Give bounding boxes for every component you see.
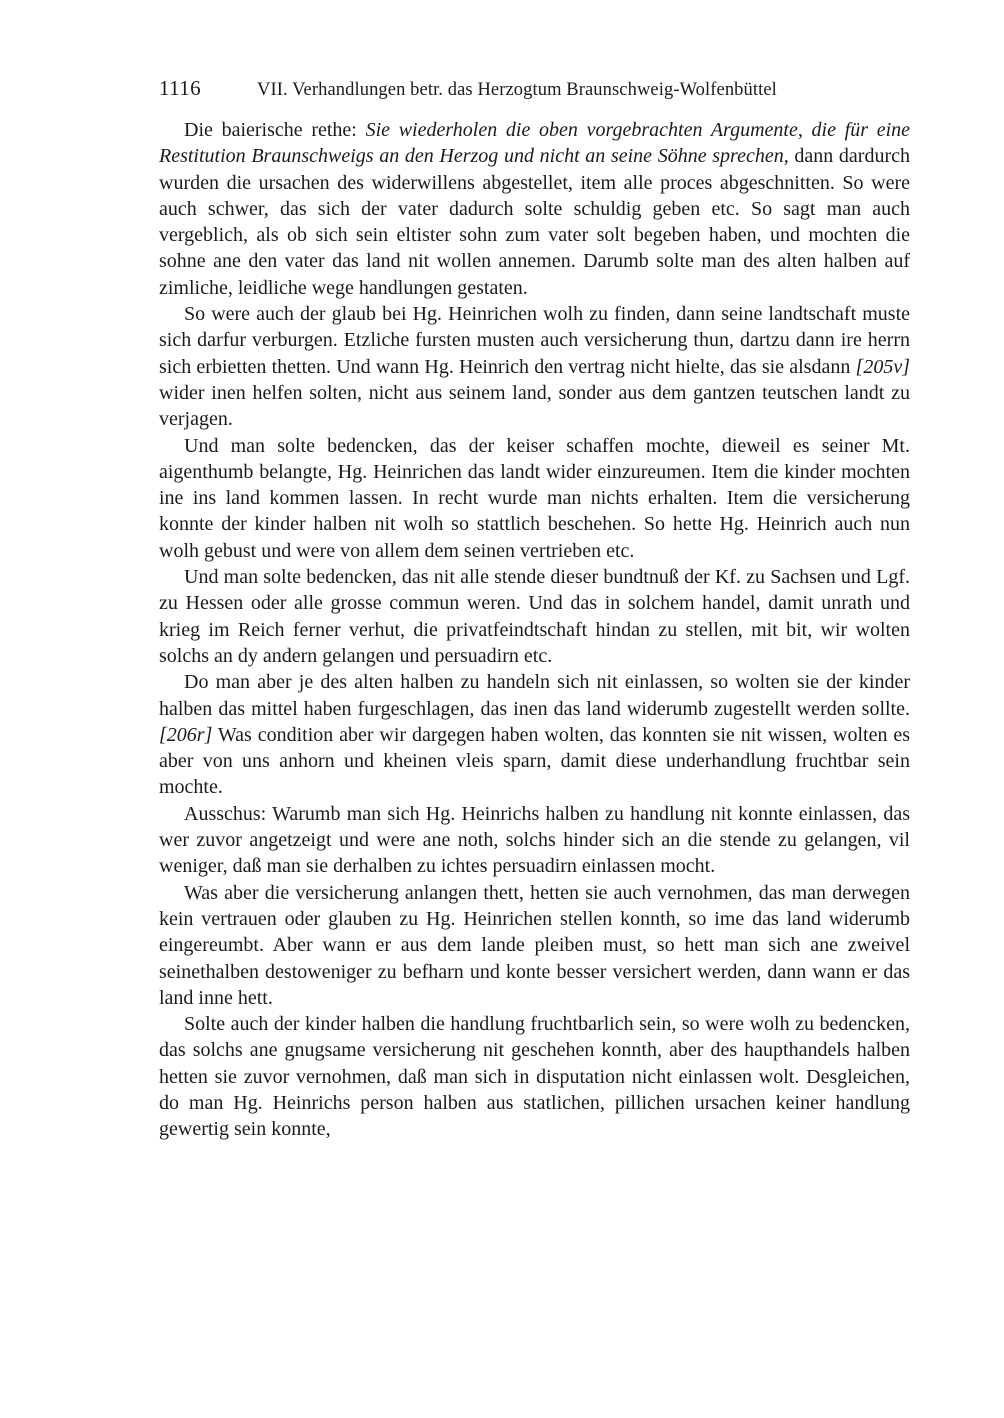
text-run: Was aber die versicherung anlangen thett, hetten sie auch vernohmen, das man derwegen kein vertrauen oder glauben zu Hg. Heinrichen stellen konnth, so ime das land widerumb eingereumbt. Aber wann er aus dem lande pleiben must, so hett man sich ane zweivel seinethalben destoweniger zu befharn und konte besser versichert werden, dann wann er das land inne hett. [159,881,910,1009]
text-run: Die baierische rethe: [184,119,366,141]
page-number: 1116 [159,76,202,100]
running-header-title: VII. Verhandlungen betr. das Herzogtum Braunschweig-Wolfenbüttel [257,80,777,100]
paragraph [159,433,910,564]
text-run: Do man aber je des alten halben zu handeln sich nit einlassen, so wolten sie der kinder halben das mittel haben furgeschlagen, das inen das land widerumb zugestellt werden sollte. [159,671,910,720]
paragraph [159,564,910,669]
text-run-italic: Sie wiederholen die oben vorgebrachten Argumente, die für eine Restitution Braunschweigs an den Herzog und nicht an seine Söhne sprechen, [159,119,911,168]
paragraph [159,801,910,880]
text-run: wider inen helfen solten, nicht aus seinem land, sonder aus dem gantzen teutschen landt zu verjagen. [159,381,910,431]
body-text [159,117,910,1143]
paragraph [159,1011,910,1142]
folio-reference: [206r] [159,723,213,746]
text-run: Ausschus: Warumb man sich Hg. Heinrichs halben zu handlung nit konnte einlassen, das wer zuvor angetzeigt und were ane noth, solchs hinder sich an die stende zu gelangen, vil weniger, daß man sie derhalben zu ichtes persuadirn einlassen mocht. [159,802,910,878]
folio-reference: [205v] [855,355,910,378]
text-run: So were auch der glaub bei Hg. Heinrichen wolh zu finden, dann seine landtschaft muste sich darfur verburgen. Etzliche fursten musten auch versicherung thun, dartzu dann ire herrn sich erbietten thetten. Und wann Hg. Heinrich den vertrag nicht hielte, das sie alsdann [159,303,910,378]
text-run: Solte auch der kinder halben die handlung fruchtbarlich sein, so were wolh zu bedencken, das solchs ane gnugsame versicherung nit geschehen konnth, aber des haupthandels halben hetten sie zuvor vernohmen, daß man sich in disputation nicht einlassen wolt. Desgleichen, do man Hg. Heinrichs person halben aus statlichen, pillichen ursachen keiner handlung gewertig sein konnte, [159,1013,910,1141]
page-content [159,76,910,1143]
text-run: Und man solte bedencken, das nit alle stende dieser bundtnuß der Kf. zu Sachsen und Lgf. zu Hessen oder alle grosse commun weren. Und das in solchem handel, damit unrath und krieg im Reich ferner verhut, die privatfeindtschaft hindan zu stellen, mit bit, wir wolten solchs an dy andern gelangen und persuadirn etc. [159,566,910,667]
running-header [159,76,910,101]
paragraph [159,669,910,800]
text-run: Und man solte bedencken, das der keiser schaffen mochte, dieweil es seiner Mt. aigenthumb belangte, Hg. Heinrichen das landt wider einzureumen. Item die kinder mochten ine ins land kommen lassen. In recht wurde man nichts erhalten. Item die versicherung konnte der kinder halben nit wolh so stattlich beschehen. So hette Hg. Heinrich auch nun wolh gebust und were von allem dem seinen vertrieben etc. [159,434,910,562]
text-run: Was condition aber wir dargegen haben wolten, das konnten sie nit wissen, wolten es aber von uns anhorn und kheinen vleis sparn, damit diese underhandlung fruchtbar sein mochte. [159,723,910,799]
paragraph [159,117,910,301]
paragraph [159,301,910,432]
text-run: dann dardurch wurden die ursachen des widerwillens abgestellet, item alle proces abgeschnitten. So were auch schwer, das sich der vater dadurch solte schuldig geben etc. So sagt man auch vergeblich, als ob sich sein eltister sohn zum vater solt begeben haben, und mochten die sohne ane den vater das land nit wollen annemen. Darumb solte man des alten halben auf zimliche, leidliche wege handlungen gestaten. [159,145,911,299]
paragraph [159,880,910,1011]
